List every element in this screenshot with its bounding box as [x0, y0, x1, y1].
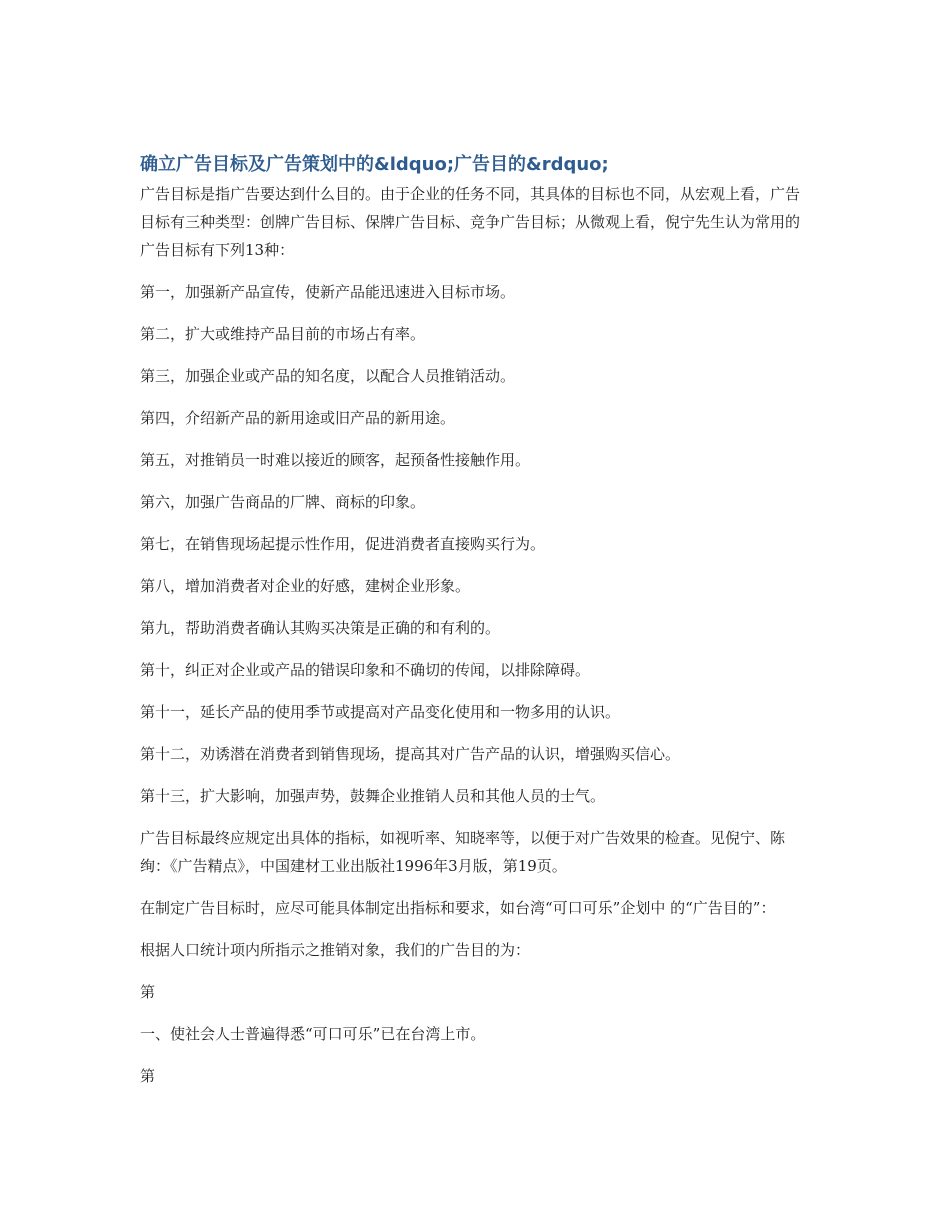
- list-item: 第一，加强新产品宣传，使新产品能迅速进入目标市场。: [140, 283, 516, 301]
- cocacola-paragraph: 在制定广告目标时，应尽可能具体制定出指标和要求，如台湾“可口可乐”企划中 的“广告目的”：: [140, 899, 776, 917]
- list-item: 第十，纠正对企业或产品的错误印象和不确切的传闻，以排除障碍。: [140, 661, 591, 679]
- list-item: 第八，增加消费者对企业的好感，建树企业形象。: [140, 577, 471, 595]
- list-item: 第六，加强广告商品的厂牌、商标的印象。: [140, 493, 426, 511]
- list-item: 第七，在销售现场起提示性作用，促进消费者直接购买行为。: [140, 535, 546, 553]
- target-paragraph: 根据人口统计项内所指示之推销对象，我们的广告目的为：: [140, 941, 531, 959]
- list-item: 第二，扩大或维持产品目前的市场占有率。: [140, 325, 426, 343]
- fragment-paragraph: 第: [140, 983, 156, 1001]
- list-item: 第十一，延长产品的使用季节或提高对产品变化使用和一物多用的认识。: [140, 703, 621, 721]
- cocacola-item: 一、使社会人士普遍得悉“可口可乐”已在台湾上市。: [140, 1025, 486, 1043]
- indicators-paragraph: 广告目标最终应规定出具体的指标，如视听率、知晓率等，以便于对广告效果的检查。见倪宁、陈绚：《广告精点》，中国建材工业出版社1996年3月版，第19页。: [140, 829, 786, 875]
- intro-paragraph: 广告目标是指广告要达到什么目的。由于企业的任务不同，其具体的目标也不同，从宏观上看，广告目标有三种类型：创牌广告目标、保牌广告目标、竞争广告目标；从微观上看，倪宁先生认为常用的广告目标有下列13种：: [140, 185, 801, 259]
- list-item: 第四，介绍新产品的新用途或旧产品的新用途。: [140, 409, 456, 427]
- fragment-paragraph: 第: [140, 1067, 156, 1085]
- list-item: 第五，对推销员一时难以接近的顾客，起预备性接触作用。: [140, 451, 531, 469]
- list-item: 第十二，劝诱潜在消费者到销售现场，提高其对广告产品的认识，增强购买信心。: [140, 745, 681, 763]
- document-page: [140, 152, 810, 1104]
- list-item: 第十三，扩大影响，加强声势，鼓舞企业推销人员和其他人员的士气。: [140, 787, 606, 805]
- list-item: 第三，加强企业或产品的知名度，以配合人员推销活动。: [140, 367, 516, 385]
- list-item: 第九，帮助消费者确认其购买决策是正确的和有利的。: [140, 619, 501, 637]
- document-title: 确立广告目标及广告策划中的&ldquo;广告目的&rdquo;: [140, 154, 609, 175]
